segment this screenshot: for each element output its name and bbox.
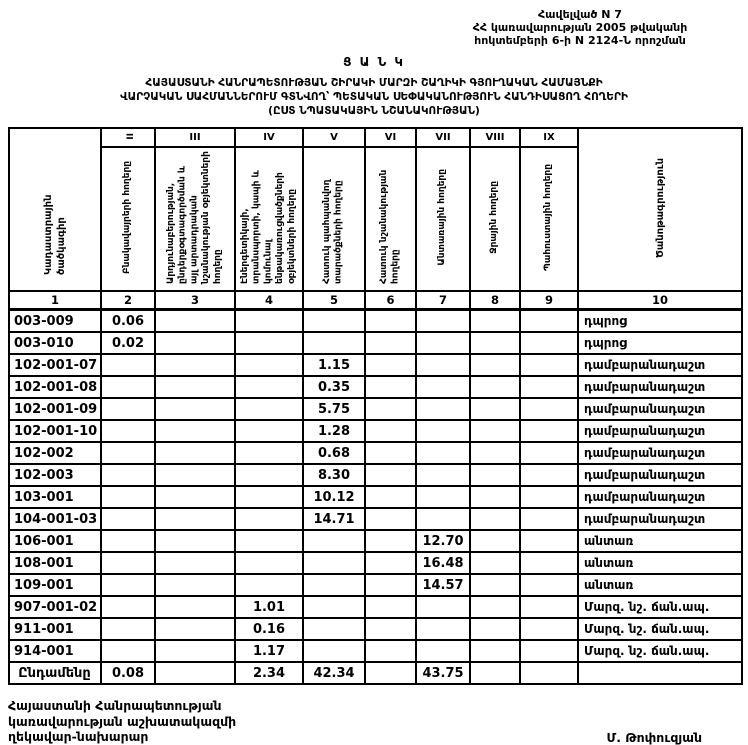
area-value-cell [470, 420, 520, 442]
area-value-cell [520, 552, 578, 574]
signatory-title-line-2: կառավարության աշխատակազմի [8, 713, 237, 729]
area-value-cell [520, 662, 578, 684]
column-header-industrial-lands: Արդյունաբերության, ընդերքօգտագործման և այլ արտադրական նշանակության օբյեկտների հողերը [155, 147, 235, 291]
area-value-cell [365, 530, 416, 552]
area-value-cell [155, 640, 235, 662]
area-value-cell [155, 530, 235, 552]
area-value-cell [416, 420, 470, 442]
area-value-cell [101, 596, 155, 618]
area-value-cell [101, 574, 155, 596]
area-value-cell [155, 508, 235, 530]
area-value-cell [365, 464, 416, 486]
area-value-cell [416, 332, 470, 354]
area-value-cell [155, 596, 235, 618]
area-value-cell [520, 640, 578, 662]
roman-numeral-III: III [155, 128, 235, 147]
area-value-cell [470, 596, 520, 618]
column-number-8: 8 [470, 291, 520, 310]
column-header-water-lands: Ջրային հողերը [470, 147, 520, 291]
area-value-cell [365, 442, 416, 464]
roman-numeral-row [9, 128, 742, 147]
area-value-cell [155, 464, 235, 486]
area-value-cell [520, 354, 578, 376]
note-cell: անտառ [578, 552, 742, 574]
area-value-cell [235, 508, 303, 530]
area-value-cell: 1.28 [303, 420, 365, 442]
area-value-cell [520, 442, 578, 464]
area-value-cell [155, 552, 235, 574]
area-value-cell [101, 442, 155, 464]
area-value-cell [470, 310, 520, 333]
note-cell: Մարզ. նշ. ճան.ապ. [578, 618, 742, 640]
table-row [9, 530, 742, 552]
area-value-cell [235, 376, 303, 398]
note-cell: դամբարանադաշտ [578, 486, 742, 508]
appendix-line-3: հոկտեմբերի 6-ի N 2124-Ն որոշման [474, 34, 686, 48]
appendix-line-2: ՀՀ կառավարության 2005 թվականի [472, 21, 688, 35]
area-value-cell [520, 574, 578, 596]
roman-numeral-VIII: VIII [470, 128, 520, 147]
area-value-cell [155, 618, 235, 640]
footer [8, 698, 702, 745]
area-value-cell [470, 354, 520, 376]
area-value-cell [470, 376, 520, 398]
roman-numeral-VII: VII [416, 128, 470, 147]
area-value-cell [101, 464, 155, 486]
area-value-cell [235, 420, 303, 442]
signatory-title [8, 698, 236, 745]
area-value-cell [101, 398, 155, 420]
cadastral-code-cell: 109-001 [9, 574, 101, 596]
note-cell: դպրոց [578, 310, 742, 333]
page-title: Ց Ա Ն Կ [343, 54, 405, 69]
area-value-cell [365, 640, 416, 662]
area-value-cell: 43.75 [416, 662, 470, 684]
area-value-cell: 1.01 [235, 596, 303, 618]
area-value-cell [155, 310, 235, 333]
area-value-cell [520, 596, 578, 618]
cadastral-code-cell: 102-002 [9, 442, 101, 464]
area-value-cell [470, 640, 520, 662]
area-value-cell [155, 486, 235, 508]
area-value-cell [155, 354, 235, 376]
note-cell: դամբարանադաշտ [578, 508, 742, 530]
area-value-cell [235, 574, 303, 596]
roman-numeral-V: V [303, 128, 365, 147]
area-value-cell [520, 332, 578, 354]
area-value-cell: 0.06 [101, 310, 155, 333]
table-row [9, 486, 742, 508]
note-cell: դամբարանադաշտ [578, 442, 742, 464]
area-value-cell [365, 332, 416, 354]
area-value-cell [365, 574, 416, 596]
area-value-cell [155, 398, 235, 420]
area-value-cell [155, 574, 235, 596]
document-page [0, 8, 748, 745]
signatory-title-line-1: Հայաստանի Հանրապետության [8, 698, 222, 714]
area-value-cell [303, 596, 365, 618]
area-value-cell [235, 354, 303, 376]
area-value-cell [416, 354, 470, 376]
area-value-cell [365, 486, 416, 508]
land-parcels-table [8, 127, 743, 685]
area-value-cell: 42.34 [303, 662, 365, 684]
column-number-5: 5 [303, 291, 365, 310]
area-value-cell: 0.68 [303, 442, 365, 464]
area-value-cell [470, 464, 520, 486]
column-number-7: 7 [416, 291, 470, 310]
area-value-cell [416, 398, 470, 420]
area-value-cell [101, 420, 155, 442]
area-value-cell [470, 398, 520, 420]
area-value-cell: 0.08 [101, 662, 155, 684]
column-header-special-purpose-lands: Հատուկ նշանակության հողերը [365, 147, 416, 291]
roman-numeral-IX: IX [520, 128, 578, 147]
area-value-cell [101, 530, 155, 552]
area-value-cell [520, 376, 578, 398]
cadastral-code-cell: 106-001 [9, 530, 101, 552]
area-value-cell [365, 420, 416, 442]
column-header-protected-lands: Հատուկ պահպանվող տարածքների հողերը [303, 147, 365, 291]
area-value-cell [101, 354, 155, 376]
title-line-3: (ԸՍՏ ՆՊԱՏԱԿԱՅԻՆ ՆՇԱՆԱԿՈՒԹՅԱՆ) [268, 104, 480, 117]
area-value-cell [365, 398, 416, 420]
cadastral-code-cell: 003-010 [9, 332, 101, 354]
area-value-cell: 14.71 [303, 508, 365, 530]
area-value-cell [416, 596, 470, 618]
area-value-cell [365, 552, 416, 574]
cadastral-code-cell: 003-009 [9, 310, 101, 333]
column-header-cadastral-code [9, 128, 101, 291]
area-value-cell [235, 310, 303, 333]
area-value-cell [101, 508, 155, 530]
note-cell: դամբարանադաշտ [578, 464, 742, 486]
table-row [9, 332, 742, 354]
roman-numeral-VI: VI [365, 128, 416, 147]
area-value-cell [470, 574, 520, 596]
table-row [9, 552, 742, 574]
area-value-cell [303, 618, 365, 640]
area-value-cell [470, 618, 520, 640]
area-value-cell [365, 354, 416, 376]
area-value-cell: 5.75 [303, 398, 365, 420]
area-value-cell [520, 420, 578, 442]
column-number-9: 9 [520, 291, 578, 310]
note-cell [578, 662, 742, 684]
area-value-cell: 0.35 [303, 376, 365, 398]
area-value-cell [365, 376, 416, 398]
area-value-cell [235, 332, 303, 354]
cadastral-code-cell: 102-001-07 [9, 354, 101, 376]
note-cell: Մարզ. նշ. ճան.ապ. [578, 640, 742, 662]
roman-numeral-II: II [101, 128, 155, 147]
note-cell: դամբարանադաշտ [578, 376, 742, 398]
area-value-cell [303, 332, 365, 354]
total-row [9, 662, 742, 684]
cadastral-code-cell: 102-001-08 [9, 376, 101, 398]
area-value-cell [155, 662, 235, 684]
area-value-cell: 10.12 [303, 486, 365, 508]
area-value-cell [365, 618, 416, 640]
roman-numeral-IV: IV [235, 128, 303, 147]
signatory-name: Մ. Թոփուզյան [606, 729, 702, 745]
appendix-header [430, 8, 730, 48]
area-value-cell [416, 618, 470, 640]
area-value-cell [101, 618, 155, 640]
area-value-cell [365, 508, 416, 530]
note-cell: անտառ [578, 574, 742, 596]
area-value-cell [155, 442, 235, 464]
note-cell: անտառ [578, 530, 742, 552]
area-value-cell: 16.48 [416, 552, 470, 574]
area-value-cell [235, 398, 303, 420]
area-value-cell [155, 420, 235, 442]
area-value-cell [155, 332, 235, 354]
area-value-cell [416, 464, 470, 486]
table-row [9, 640, 742, 662]
table-row [9, 508, 742, 530]
area-value-cell [303, 574, 365, 596]
note-cell: դամբարանադաշտ [578, 354, 742, 376]
area-value-cell [303, 552, 365, 574]
area-value-cell [235, 552, 303, 574]
title-block [0, 55, 748, 119]
column-number-10: 10 [578, 291, 742, 310]
column-header-forest-lands: Անտառային հողերը [416, 147, 470, 291]
table-row [9, 596, 742, 618]
area-value-cell [520, 618, 578, 640]
column-number-2: 2 [101, 291, 155, 310]
area-value-cell [155, 376, 235, 398]
area-value-cell [235, 464, 303, 486]
area-value-cell [416, 486, 470, 508]
table-row [9, 420, 742, 442]
area-value-cell [520, 398, 578, 420]
column-header-energy-transport-lands: Էներգետիկայի, տրանսպորտի, կապի և կոմունալ ենթակառուցվածքների օբյեկտների հողերը [235, 147, 303, 291]
area-value-cell [303, 530, 365, 552]
table-row [9, 442, 742, 464]
column-header-note [578, 128, 742, 291]
note-cell: դամբարանադաշտ [578, 420, 742, 442]
appendix-line-1: Հավելված N 7 [538, 8, 622, 21]
area-value-cell [520, 486, 578, 508]
table-row [9, 376, 742, 398]
column-number-4: 4 [235, 291, 303, 310]
area-value-cell [520, 508, 578, 530]
area-value-cell [101, 640, 155, 662]
area-value-cell [365, 310, 416, 333]
cadastral-code-cell: 102-001-10 [9, 420, 101, 442]
area-value-cell [520, 530, 578, 552]
area-value-cell [416, 310, 470, 333]
area-value-cell: 8.30 [303, 464, 365, 486]
cadastral-code-cell: 907-001-02 [9, 596, 101, 618]
area-value-cell [520, 310, 578, 333]
cadastral-code-cell: 103-001 [9, 486, 101, 508]
area-value-cell [470, 442, 520, 464]
area-value-cell [416, 376, 470, 398]
area-value-cell [470, 508, 520, 530]
area-value-cell [470, 332, 520, 354]
column-number-1: 1 [9, 291, 101, 310]
area-value-cell [101, 486, 155, 508]
area-value-cell [101, 552, 155, 574]
cadastral-code-cell: 102-001-09 [9, 398, 101, 420]
column-header-settlement-lands: Բնակավայրերի հողերը [101, 147, 155, 291]
cadastral-code-cell: 911-001 [9, 618, 101, 640]
table-row [9, 464, 742, 486]
area-value-cell: 14.57 [416, 574, 470, 596]
column-number-row [9, 291, 742, 310]
area-value-cell [470, 486, 520, 508]
title-line-2: ՎԱՐՉԱԿԱՆ ՍԱՀՄԱՆՆԵՐՈՒՄ ԳՏՆՎՈՂ՝ ՊԵՏԱԿԱՆ ՍԵՓԱԿԱՆՈՒԹՅՈՒՆ ՀԱՆԴԻՍԱՑՈՂ ՀՈՂԵՐԻ [120, 90, 628, 103]
area-value-cell: 2.34 [235, 662, 303, 684]
cadastral-code-cell: 914-001 [9, 640, 101, 662]
area-value-cell: 1.15 [303, 354, 365, 376]
area-value-cell [416, 640, 470, 662]
area-value-cell [520, 464, 578, 486]
area-value-cell [470, 530, 520, 552]
area-value-cell: 0.16 [235, 618, 303, 640]
cadastral-code-cell: 102-003 [9, 464, 101, 486]
area-value-cell: 1.17 [235, 640, 303, 662]
column-header-cadastral-code-label: Կադաստրային ծածկագիր [43, 194, 67, 276]
column-number-3: 3 [155, 291, 235, 310]
area-value-cell [235, 442, 303, 464]
cadastral-code-cell: 108-001 [9, 552, 101, 574]
area-value-cell [416, 442, 470, 464]
total-label-cell: Ընդամենը [9, 662, 101, 684]
table-row [9, 354, 742, 376]
area-value-cell [303, 640, 365, 662]
note-cell: դամբարանադաշտ [578, 398, 742, 420]
table-row [9, 398, 742, 420]
column-number-6: 6 [365, 291, 416, 310]
signatory-title-line-3: ղեկավար-նախարար [8, 729, 149, 745]
area-value-cell [470, 552, 520, 574]
area-value-cell [235, 530, 303, 552]
cadastral-code-cell: 104-001-03 [9, 508, 101, 530]
note-cell: դպրոց [578, 332, 742, 354]
note-cell: Մարզ. նշ. ճան.ապ. [578, 596, 742, 618]
area-value-cell: 0.02 [101, 332, 155, 354]
area-value-cell [235, 486, 303, 508]
area-value-cell [365, 596, 416, 618]
column-header-reserve-lands: Պահուստային հողերը [520, 147, 578, 291]
area-value-cell [365, 662, 416, 684]
area-value-cell: 12.70 [416, 530, 470, 552]
table-row [9, 618, 742, 640]
title-line-1: ՀԱՅԱՍՏԱՆԻ ՀԱՆՐԱՊԵՏՈՒԹՅԱՆ ՇԻՐԱԿԻ ՄԱՐԶԻ ՇԱՂԻԿԻ ԳՅՈՒՂԱԿԱՆ ՀԱՄԱՅՆՔԻ [145, 76, 603, 89]
table-body [9, 310, 742, 685]
area-value-cell [470, 662, 520, 684]
area-value-cell [101, 376, 155, 398]
column-header-note-label: Ծանոթագրություն [654, 158, 666, 259]
area-value-cell [416, 508, 470, 530]
table-row [9, 310, 742, 333]
area-value-cell [303, 310, 365, 333]
table-row [9, 574, 742, 596]
